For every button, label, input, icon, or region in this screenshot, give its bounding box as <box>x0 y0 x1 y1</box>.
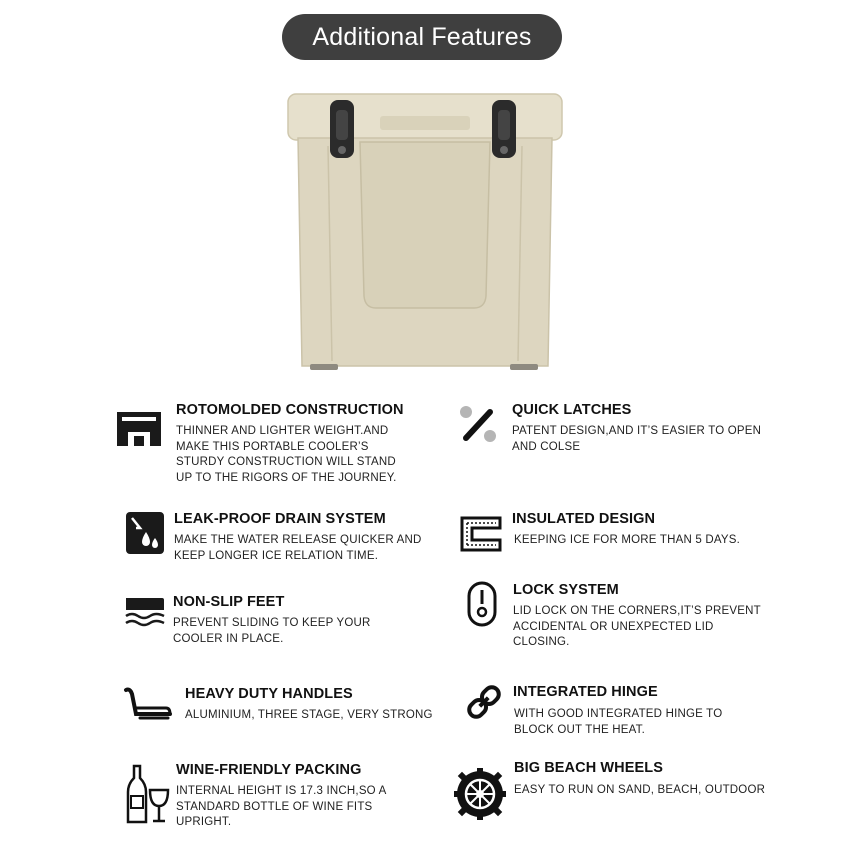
handle-icon <box>122 684 174 724</box>
feature-heading: BIG BEACH WHEELS <box>514 760 664 776</box>
wheel-icon <box>454 768 506 820</box>
feature-heading: ROTOMOLDED CONSTRUCTION <box>176 402 404 418</box>
drain-icon <box>124 510 166 556</box>
feature-desc: EASY TO RUN ON SAND, BEACH, OUTDOOR <box>514 784 766 796</box>
feature-desc: INTERNAL HEIGHT IS 17.3 INCH,SO A STANDARD BOTTLE OF WINE FITS UPRIGHT. <box>176 785 386 828</box>
latch-left <box>330 100 354 158</box>
feature-integrated-hinge <box>464 680 784 740</box>
feature-leak-proof-drain <box>122 508 432 568</box>
feature-quick-latches <box>454 398 774 468</box>
cooler-image <box>280 86 570 376</box>
feature-heading: WINE-FRIENDLY PACKING <box>176 762 362 778</box>
latch-icon <box>456 402 500 446</box>
feature-rotomolded <box>114 398 414 498</box>
feature-lock-system <box>464 578 784 648</box>
feature-big-beach-wheels <box>454 758 784 828</box>
feature-desc: PATENT DESIGN,AND IT’S EASIER TO OPEN AND COLSE <box>512 425 762 453</box>
feature-heading: INSULATED DESIGN <box>512 511 656 527</box>
feature-wine-friendly <box>124 758 424 838</box>
hinge-icon <box>464 682 504 722</box>
feature-desc: PREVENT SLIDING TO KEEP YOUR COOLER IN PLACE. <box>173 617 371 645</box>
feature-heading: QUICK LATCHES <box>512 402 632 418</box>
feature-desc: LID LOCK ON THE CORNERS,IT’S PREVENT ACCIDENTAL OR UNEXPECTED LID CLOSING. <box>513 605 761 648</box>
rotomolded-icon <box>114 406 164 450</box>
feature-insulated <box>456 508 776 558</box>
page-title: Additional Features <box>282 14 562 60</box>
feature-non-slip-feet <box>124 590 424 650</box>
feature-heading: HEAVY DUTY HANDLES <box>185 686 353 702</box>
latch-right <box>492 100 516 158</box>
feature-heading: INTEGRATED HINGE <box>513 684 658 700</box>
feature-desc: MAKE THE WATER RELEASE QUICKER AND KEEP LONGER ICE RELATION TIME. <box>174 534 422 562</box>
feature-heading: LEAK-PROOF DRAIN SYSTEM <box>174 511 386 527</box>
feature-desc: ALUMINIUM, THREE STAGE, VERY STRONG <box>185 709 433 721</box>
insulation-icon <box>458 514 504 554</box>
feature-heading: NON-SLIP FEET <box>173 594 285 610</box>
lock-icon <box>466 580 498 628</box>
feature-desc: THINNER AND LIGHTER WEIGHT.AND MAKE THIS PORTABLE COOLER’S STURDY CONSTRUCTION WILL STAND UP TO THE RIGORS OF THE JOURNEY. <box>176 425 397 484</box>
feature-heavy-duty-handles <box>122 682 452 732</box>
feature-heading: LOCK SYSTEM <box>513 582 619 598</box>
feet-icon <box>124 594 166 630</box>
wine-icon <box>124 764 170 824</box>
feature-desc: WITH GOOD INTEGRATED HINGE TO BLOCK OUT THE HEAT. <box>514 708 723 736</box>
feature-desc: KEEPING ICE FOR MORE THAN 5 DAYS. <box>514 534 740 546</box>
